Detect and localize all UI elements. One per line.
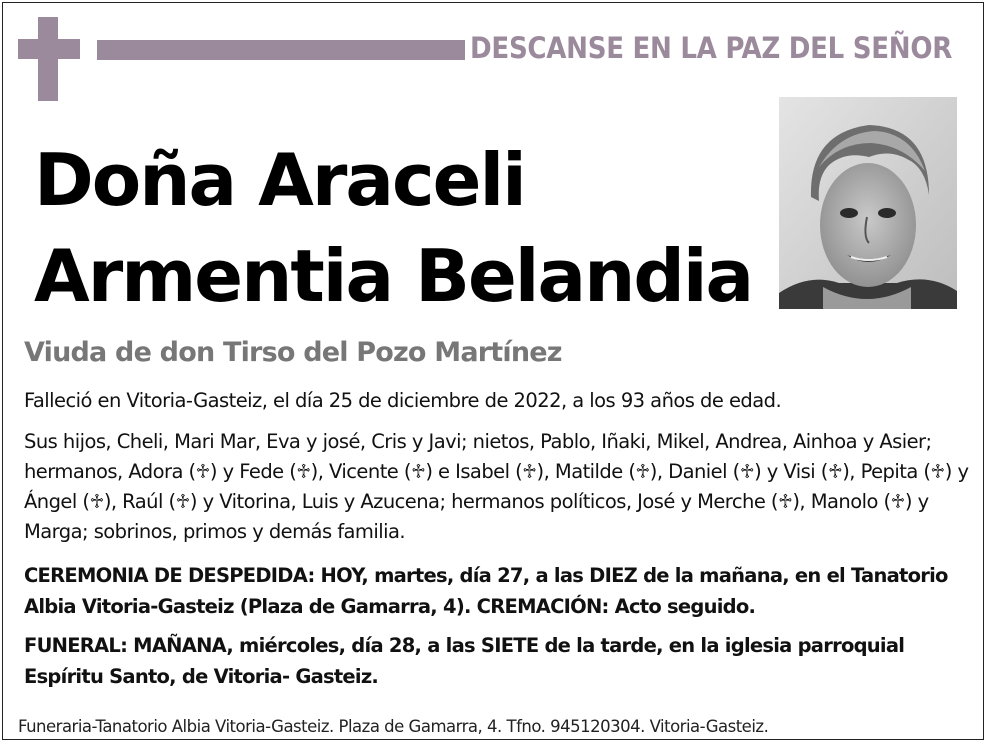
name-line-2: Armentia Belandia <box>34 234 753 318</box>
portrait-illustration <box>779 97 957 309</box>
deceased-name <box>34 132 752 324</box>
death-notice-text: Falleció en Vitoria-Gasteiz, el día 25 de diciembre de 2022, a los 93 años de edad. <box>24 389 782 412</box>
portrait-photo <box>779 97 957 309</box>
header-title: DESCANSE EN LA PAZ DEL SEÑOR <box>470 31 952 65</box>
ceremony-text: CEREMONIA DE DESPEDIDA: HOY, martes, día 27, a las DIEZ de la mañana, en el Tanatorio Albia Vitoria-Gasteiz (Plaza de Gamarra, 4). CREMACIÓN: Acto seguido. <box>24 564 948 618</box>
subtitle-widow: Viuda de don Tirso del Pozo Martínez <box>24 337 562 368</box>
family-text: Sus hijos, Cheli, Mari Mar, Eva y josé, Cris y Javi; nietos, Pablo, Iñaki, Mikel, Andrea, Ainhoa y Asier; hermanos, Adora (♱) y Fede (♱), Vicente (♱) e Isabel (♱), Matilde (♱), Daniel (♱) y Visi (♱), Pepita (♱) y Ángel (♱), Raúl (♱) y Vitorina, Luis y Azucena; hermanos políticos, José y Merche (♱), Manolo (♱) y Marga; sobrinos, primos y demás familia. <box>24 430 969 543</box>
header-divider-bar <box>97 40 465 60</box>
name-line-1: Doña Araceli <box>34 138 525 222</box>
funeral-text: FUNERAL: MAÑANA, miércoles, día 28, a las SIETE de la tarde, en la iglesia parroquial Espíritu Santo, de Vitoria- Gasteiz. <box>24 634 905 688</box>
footer-contact: Funeraria-Tanatorio Albia Vitoria-Gasteiz. Plaza de Gamarra, 4. Tfno. 945120304. Vitoria-Gasteiz. <box>18 717 769 736</box>
